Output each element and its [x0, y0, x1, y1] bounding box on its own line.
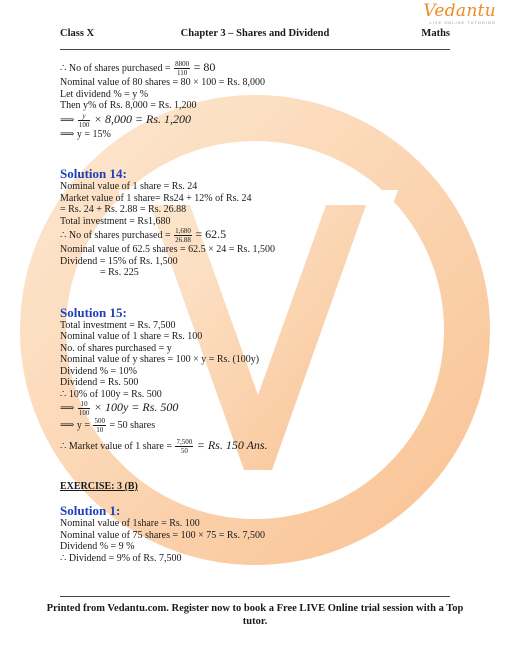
- step-line: ∴ No of shares purchased = $\frac{8800}{110}$ = 80: [60, 59, 216, 77]
- solution-14-heading: Solution 14:: [60, 166, 127, 181]
- step-line: ⟹ y = 15%: [60, 128, 111, 140]
- page-content: [60, 60, 450, 564]
- header-chapter: Chapter 3 – Shares and Dividend: [180, 28, 330, 39]
- step-line: ∴ Dividend = 9% of Rs. 7,500: [60, 552, 182, 564]
- step-line: ⟹ $\frac{y}{100}$ × 8,000 = Rs. 1,200: [60, 111, 192, 129]
- step-line: Nominal value of 62.5 shares = 62.5 × 24 = Rs. 1,500: [60, 244, 275, 255]
- step-line: Let dividend % = y %: [60, 88, 149, 100]
- step-line: ∴ 10% of 100y = Rs. 500: [60, 388, 162, 400]
- step-line: Then y% of Rs. 8,000 = Rs. 1,200: [60, 100, 197, 111]
- step-line: Total investment = Rs. 7,500: [60, 319, 176, 331]
- step-line: Nominal value of 75 shares = 100 × 75 = Rs. 7,500: [60, 529, 265, 541]
- step-line: ∴ Market value of 1 share = $\frac{7,500}{50}$ = Rs. 150 Ans.: [60, 437, 268, 455]
- header-subject: Maths: [421, 28, 450, 39]
- step-line: = Rs. 24 + Rs. 2.88 = Rs. 26.88: [60, 204, 187, 215]
- page-header: [60, 28, 450, 44]
- step-line: Market value of 1 share= Rs24 + 12% of Rs. 24: [60, 192, 252, 204]
- step-line: ⟹ y = $\frac{500}{10}$ = 50 shares: [60, 417, 156, 434]
- logo-tagline: LIVE ONLINE TUTORING: [429, 20, 496, 25]
- solution-1-heading: Solution 1:: [60, 503, 121, 518]
- footer-rule: [60, 596, 450, 597]
- step-line: Nominal value of 1 share = Rs. 24: [60, 181, 198, 192]
- fraction: $\frac{y}{100}$: [78, 111, 90, 129]
- step-line: Nominal value of y shares = 100 × y = Rs. (100y): [60, 354, 260, 365]
- step-line: ∴ No of shares purchased = $\frac{1,680}{26.88}$ = 62.5: [60, 226, 227, 244]
- page-footer: Printed from Vedantu.com. Register now to book a Free LIVE Online trial session with a Top tutor.: [46, 603, 464, 627]
- step-line: Nominal value of 1share = Rs. 100: [60, 518, 200, 529]
- fraction: $\frac{7,500}{50}$: [176, 438, 193, 455]
- step-line: Dividend = 15% of Rs. 1,500: [60, 255, 178, 267]
- header-class: Class X: [60, 28, 95, 39]
- vedantu-logo: [423, 2, 496, 25]
- step-line: Dividend % = 9 %: [60, 541, 135, 552]
- logo-wordmark: Vedantu: [423, 1, 496, 21]
- fraction: $\frac{10}{100}$: [78, 400, 90, 417]
- step-line: ⟹ $\frac{10}{100}$ × 100y = Rs. 500: [60, 399, 179, 417]
- fraction: $\frac{500}{10}$: [94, 417, 105, 434]
- step-line: Total investment = Rs1,680: [60, 215, 171, 227]
- solution-15-heading: Solution 15:: [60, 304, 127, 320]
- exercise-heading: EXERCISE: 3 (B): [60, 481, 138, 492]
- header-rule: [60, 49, 450, 50]
- fraction: $\frac{1,680}{26.88}$: [175, 227, 191, 244]
- step-line: = Rs. 225: [100, 267, 139, 278]
- step-line: Dividend = Rs. 500: [60, 377, 139, 388]
- step-line: No. of shares purchased = y: [60, 342, 172, 354]
- fraction: $\frac{8800}{110}$: [175, 60, 190, 77]
- step-line: Nominal value of 80 shares = 80 × 100 = Rs. 8,000: [60, 77, 265, 88]
- step-line: Dividend % = 10%: [60, 365, 138, 377]
- step-line: Nominal value of 1 share = Rs. 100: [60, 331, 203, 342]
